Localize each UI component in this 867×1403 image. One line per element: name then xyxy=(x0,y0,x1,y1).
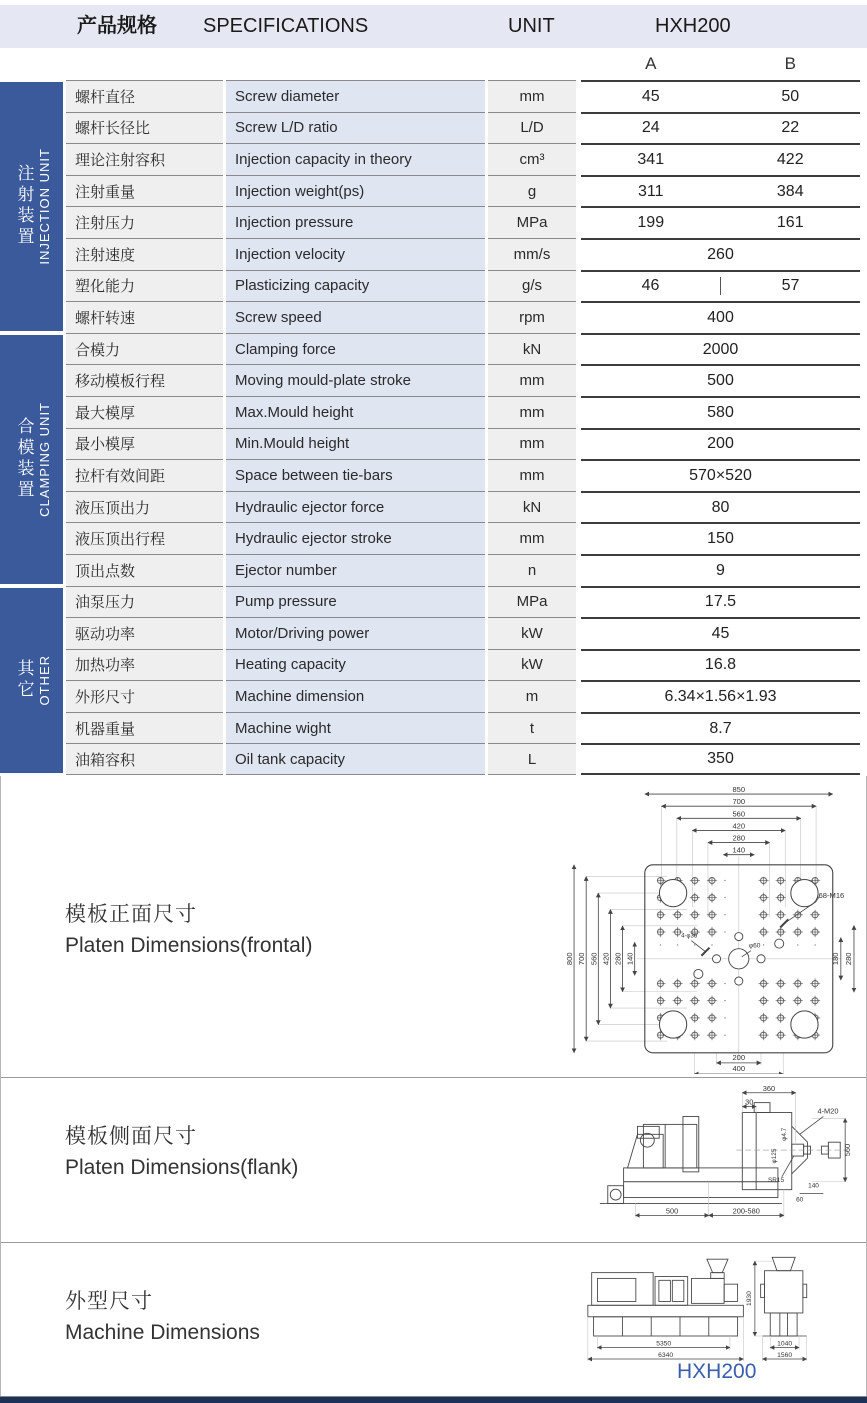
spec-cn: 油箱容积 xyxy=(75,751,136,769)
dim-label: 360 xyxy=(762,1083,776,1093)
spec-cn: 顶出点数 xyxy=(75,562,136,580)
dim-label: 700 xyxy=(577,952,587,966)
dim-label: 1560 xyxy=(777,1352,793,1360)
value-span: 400 xyxy=(707,308,734,326)
platen-frontal-drawing xyxy=(565,786,860,1074)
table-row xyxy=(63,364,860,396)
spec-en: Moving mould-plate stroke xyxy=(235,372,411,390)
header-bar xyxy=(0,5,867,48)
dim-label: 850 xyxy=(732,786,746,795)
panel-title-cn: 外型尺寸 xyxy=(65,1290,153,1313)
spec-unit: mm xyxy=(519,403,545,421)
dim-label: 420 xyxy=(601,952,611,966)
footer-bar xyxy=(0,1396,867,1403)
footer-model-label: HXH200 xyxy=(677,1360,757,1383)
spec-unit: mm/s xyxy=(513,245,551,263)
spec-unit: L/D xyxy=(520,119,544,137)
value-span: 260 xyxy=(707,245,734,263)
dim-label: 280 xyxy=(732,833,746,843)
value-a: 46 xyxy=(581,277,721,295)
header-unit-label: UNIT xyxy=(508,15,555,37)
header-title-cn: 产品规格 xyxy=(77,15,157,37)
spec-cn: 液压顶出行程 xyxy=(75,531,166,549)
dim-label: 1930 xyxy=(746,1291,754,1307)
spec-unit: kW xyxy=(521,656,543,674)
value-b: 161 xyxy=(776,214,804,232)
dim-label: 5350 xyxy=(656,1340,672,1348)
section-injection-unit xyxy=(0,80,860,333)
dim-label: 280 xyxy=(843,952,853,966)
spec-unit: mm xyxy=(519,435,545,453)
spec-cn: 理论注射容积 xyxy=(75,151,166,169)
table-row xyxy=(63,522,860,554)
dim-label: 140 xyxy=(625,952,635,966)
machine-dimensions-drawing xyxy=(584,1255,824,1369)
value-a: 45 xyxy=(641,87,660,105)
table-row xyxy=(63,301,860,333)
spec-table xyxy=(0,80,860,775)
dim-label: 6340 xyxy=(658,1352,674,1360)
sidebar-label-en: INJECTION UNIT xyxy=(36,148,52,265)
ab-column-header xyxy=(581,48,860,80)
spec-unit: g xyxy=(527,182,537,200)
spec-cn: 注射压力 xyxy=(75,215,136,233)
spec-en: Hydraulic ejector stroke xyxy=(235,530,392,548)
spec-cn: 外形尺寸 xyxy=(75,689,136,707)
panel-title-en: Platen Dimensions(frontal) xyxy=(65,934,313,957)
spec-en: Oil tank capacity xyxy=(235,750,346,768)
spec-en: Hydraulic ejector force xyxy=(235,498,385,516)
panel-platen-frontal xyxy=(1,776,866,1077)
dim-label: 700 xyxy=(732,797,746,807)
spec-unit: kN xyxy=(522,498,542,516)
spec-cn: 螺杆长径比 xyxy=(75,120,151,138)
value-span: 580 xyxy=(707,403,734,421)
spec-cn: 移动模板行程 xyxy=(75,373,166,391)
dim-label: 560 xyxy=(843,1143,853,1157)
dia-label: φ125 xyxy=(770,1148,778,1164)
spec-en: Screw diameter xyxy=(235,87,340,105)
dim-label: 60 xyxy=(796,1196,804,1204)
drawing-panels xyxy=(0,776,867,1396)
spec-unit: mm xyxy=(519,372,545,390)
spec-en: Screw L/D ratio xyxy=(235,119,338,137)
spec-unit: cm³ xyxy=(519,150,545,168)
table-row xyxy=(63,617,860,649)
dim-label: 180 xyxy=(830,952,840,966)
spec-en: Screw speed xyxy=(235,308,322,326)
panel-platen-flank xyxy=(1,1077,866,1242)
table-row xyxy=(63,680,860,712)
section-sidebar-other xyxy=(0,588,63,774)
table-row xyxy=(63,333,860,365)
spec-en: Min.Mould height xyxy=(235,435,350,453)
center-hole-note: φ60 xyxy=(748,942,761,950)
bolt-note: 4-M20 xyxy=(817,1106,839,1116)
spec-unit: L xyxy=(527,750,537,768)
spec-unit: rpm xyxy=(519,308,545,326)
table-row xyxy=(63,270,860,302)
table-row xyxy=(63,459,860,491)
spec-en: Machine dimension xyxy=(235,688,365,706)
value-span: 150 xyxy=(707,530,734,548)
table-row xyxy=(63,491,860,523)
spec-en: Machine wight xyxy=(235,719,331,737)
value-b: 22 xyxy=(781,119,800,137)
value-span: 6.34×1.56×1.93 xyxy=(664,688,777,706)
spec-cn: 液压顶出力 xyxy=(75,499,151,517)
spec-cn: 机器重量 xyxy=(75,720,136,738)
dim-label: 30 xyxy=(745,1097,754,1107)
spec-unit: mm xyxy=(519,466,545,484)
sidebar-label-en: CLAMPING UNIT xyxy=(36,401,52,517)
panel-title-cn: 模板正面尺寸 xyxy=(65,903,197,926)
spec-cn: 油泵压力 xyxy=(75,594,136,612)
dim-label: 560 xyxy=(732,809,746,819)
table-row xyxy=(63,743,860,775)
sr-label: SR15 xyxy=(768,1176,785,1184)
spec-cn: 最大模厚 xyxy=(75,404,136,422)
spec-cn: 注射速度 xyxy=(75,246,136,264)
spec-cn: 拉杆有效间距 xyxy=(75,467,166,485)
sidebar-label-cn: 注射装置 xyxy=(14,164,34,249)
dim-label: 420 xyxy=(732,821,746,831)
spec-en: Injection velocity xyxy=(235,245,346,263)
table-row xyxy=(63,554,860,586)
dim-label: 140 xyxy=(732,845,746,855)
dim-label: 140 xyxy=(808,1182,819,1190)
spec-cn: 驱动功率 xyxy=(75,625,136,643)
table-row xyxy=(63,206,860,238)
value-a: 199 xyxy=(637,214,665,232)
section-sidebar-injection xyxy=(0,82,63,331)
value-span: 8.7 xyxy=(709,719,732,737)
sidebar-label-en: OTHER xyxy=(36,655,52,706)
spec-cn: 塑化能力 xyxy=(75,278,136,296)
value-span: 200 xyxy=(707,435,734,453)
table-row xyxy=(63,143,860,175)
column-a-label: A xyxy=(645,54,657,73)
dim-label: 200-580 xyxy=(732,1206,760,1216)
dim-label: 560 xyxy=(589,952,599,966)
value-span: 45 xyxy=(711,624,730,642)
holes-note: 68-M16 xyxy=(818,891,845,901)
dim-label: 280 xyxy=(613,952,623,966)
table-row xyxy=(63,175,860,207)
panel-title xyxy=(65,1120,298,1180)
value-span: 16.8 xyxy=(704,656,737,674)
table-row xyxy=(63,238,860,270)
panel-title-en: Machine Dimensions xyxy=(65,1321,260,1344)
sidebar-label-cn: 合模装置 xyxy=(14,417,34,502)
spec-en: Ejector number xyxy=(235,561,337,579)
value-a: 311 xyxy=(637,182,664,200)
section-clamping-unit xyxy=(0,333,860,586)
spec-unit: kW xyxy=(521,624,543,642)
value-b: 57 xyxy=(781,277,800,295)
value-b: 384 xyxy=(776,182,804,200)
spec-en: Injection pressure xyxy=(235,214,354,232)
spec-unit: mm xyxy=(519,87,545,105)
value-span: 80 xyxy=(711,498,730,516)
spec-cn: 最小模厚 xyxy=(75,436,136,454)
spec-en: Heating capacity xyxy=(235,656,346,674)
spec-cn: 合模力 xyxy=(75,341,121,359)
spec-cn: 螺杆转速 xyxy=(75,309,136,327)
spec-cn: 加热功率 xyxy=(75,657,136,675)
spec-unit: g/s xyxy=(521,277,542,295)
table-row xyxy=(63,396,860,428)
table-row xyxy=(63,428,860,460)
dim-label: 500 xyxy=(665,1206,679,1216)
panel-title xyxy=(65,1285,260,1345)
value-span: 17.5 xyxy=(704,593,737,611)
spec-en: Injection weight(ps) xyxy=(235,182,365,200)
value-span: 2000 xyxy=(702,340,739,358)
spec-unit: mm xyxy=(519,530,545,548)
ejector-note: 4-φ36 xyxy=(681,933,698,940)
platen-flank-drawing xyxy=(588,1082,860,1237)
dia-label: φ4.7 xyxy=(780,1127,788,1141)
table-row xyxy=(63,80,860,112)
table-row xyxy=(63,649,860,681)
value-span: 9 xyxy=(716,561,725,579)
value-b: 50 xyxy=(781,87,800,105)
value-b: 422 xyxy=(776,150,804,168)
table-row xyxy=(63,112,860,144)
dim-label: 400 xyxy=(732,1063,746,1073)
dim-label: 1040 xyxy=(777,1340,793,1348)
header-title-en: SPECIFICATIONS xyxy=(203,15,369,37)
spec-en: Injection capacity in theory xyxy=(235,150,412,168)
spec-en: Plasticizing capacity xyxy=(235,277,370,295)
value-a: 24 xyxy=(641,119,660,137)
value-a: 341 xyxy=(637,150,665,168)
spec-en: Clamping force xyxy=(235,340,336,358)
panel-title-en: Platen Dimensions(flank) xyxy=(65,1156,299,1179)
panel-title xyxy=(65,898,312,958)
header-model: HXH200 xyxy=(655,15,731,37)
dim-label: 200 xyxy=(732,1052,746,1062)
dim-label: 800 xyxy=(565,952,575,966)
value-span: 570×520 xyxy=(689,466,752,484)
section-other xyxy=(0,586,860,776)
spec-unit: m xyxy=(525,688,539,706)
spec-en: Motor/Driving power xyxy=(235,624,370,642)
value-span: 350 xyxy=(707,750,734,768)
spec-en: Pump pressure xyxy=(235,593,337,611)
sidebar-label-cn: 其它 xyxy=(14,659,34,702)
table-row xyxy=(63,586,860,618)
panel-title-cn: 模板侧面尺寸 xyxy=(65,1125,197,1148)
spec-en: Space between tie-bars xyxy=(235,466,393,484)
table-row xyxy=(63,712,860,744)
column-b-label: B xyxy=(784,54,796,73)
spec-unit: n xyxy=(527,561,537,579)
spec-unit: t xyxy=(529,719,535,737)
spec-unit: MPa xyxy=(516,593,548,611)
spec-unit: MPa xyxy=(516,214,548,232)
section-sidebar-clamping xyxy=(0,335,63,584)
spec-cn: 注射重量 xyxy=(75,183,136,201)
value-span: 500 xyxy=(707,372,734,390)
spec-unit: kN xyxy=(522,340,542,358)
spec-cn: 螺杆直径 xyxy=(75,88,136,106)
spec-en: Max.Mould height xyxy=(235,403,354,421)
